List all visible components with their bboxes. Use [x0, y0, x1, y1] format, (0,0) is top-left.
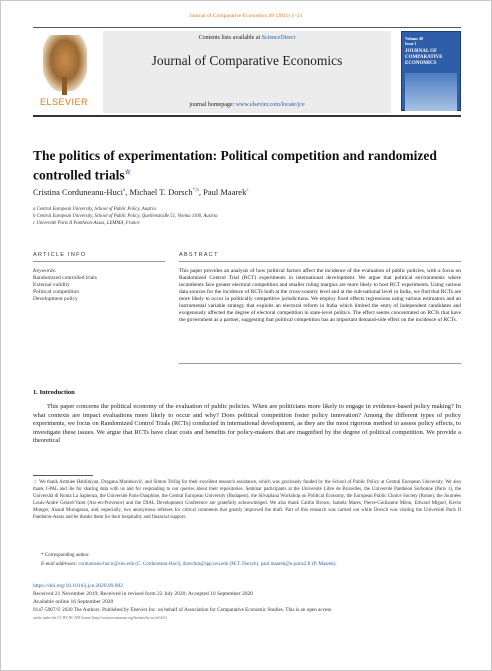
affiliation-item: b Central European University, School of Public Policy, Quellenstraße 51, Vienna 1100, Austria [33, 214, 218, 219]
contents-prefix: Contents lists available at [198, 35, 262, 41]
keyword-item: Randomized controlled trials [33, 275, 97, 281]
doi-link[interactable]: https://doi.org/10.1016/j.jce.2020.09.002 [33, 583, 124, 589]
email-addresses [41, 561, 461, 568]
masthead-top-rule [33, 27, 461, 28]
abstract-heading: ABSTRACT [179, 252, 219, 258]
abstract-bottom-rule [179, 363, 461, 364]
received-dates: Received 21 November 2019; Received in revised form 22 July 2020; Accepted 10 September 2020 [33, 591, 253, 597]
keyword-item: Development policy [33, 296, 78, 302]
abstract-text: This paper provides an analysis of how political factors affect the incidence of the evaluation of public policies, with a focus on Randomized Control Trial (RCT) experiments in international development. We argue that political environments where incumbents face greater electoral competition and smaller ruling margins are more likely to host RCT experiments. Using various data sources for the incidence of RCTs both at the cross-country level and at the sub-national level in India, we find that RCTs are more likely to occur in politically competitive jurisdictions. We employ fixed effects regressions using various estimators and an instrumental variable strategy that exploits an electoral reform in India which limited the entry of independent candidates and exogenously affected the degree of electoral competition in state-level politics. The effect seems concentrated on RCTs that have the government as a partner, suggesting that political competition has an important demand-side effect on the incidence of RCTs. [179, 268, 461, 323]
journal-title: Journal of Comparative Economics [151, 53, 343, 68]
acknowledgement-text: We thank Artmiee Habliniyan, Dragana Marinković, and Simon Trišlaj for their excellent research assistance, which was graciously funded by the School of Public Policy at Central European University. We also thank J-PAL and 3ie for sharing data with us and for responding to our queries about their repositories. Seminar participants at the Université Libre de Bruxelles, the Université Panthéon Sorbonne (Paris 1), the Università di Roma La Sapienza, the Université Paris-Dauphine, the Central European University (Budapest), the Silvaplana Workshop on Political Economy, the European Public Choice Society (Rome), the Journées Louis-André Gérard-Varet (Aix-en-Provence) and the DIAL Development Conference are gratefully acknowledged. We also thank Caitlin Brown, Isabela Mares, Pierre-Guillaume Méon, Edward Miguel, Kevin Munger, Anand Murugesan, and, especially, two anonymous referees for critical comments that greatly improved the draft. Part of this research was carried out while Dorsch was visiting the Université Paris II Panthéon-Assas and he thanks them for their hospitality and financial support. [33, 480, 461, 520]
cover-journal-name: JOURNAL OF COMPARATIVE ECONOMICS [405, 49, 443, 66]
footnote-star-mark: ☆ [33, 480, 38, 485]
author-name[interactable]: Cristina Corduneanu-Huci [33, 187, 123, 197]
email-label: E-mail addresses: [41, 562, 79, 567]
journal-cover-thumbnail[interactable] [401, 31, 461, 111]
journal-reference[interactable]: Journal of Comparative Economics 49 (2021) 1–21 [189, 13, 303, 19]
author-name[interactable]: Michael T. Dorsch [129, 187, 193, 197]
keywords-block [33, 268, 163, 303]
introduction-paragraph: This paper concerns the political economy of the evaluation of public policies. When are politicians more likely to engage in evidence-based policy making? In what contexts are impact evaluations more likely to occur and why? Does political competition foster policy innovation? Among the different types of policy experiments, we focus on Randomized Control Trials (RCTs) conducted in international development, as they are the most rigorous method to assess policy effects, to investigate these issues. We argue that RCTs have clear costs and benefits for policy-makers that are magnified by the degree of political competition. We provide a theoretical [33, 403, 461, 445]
affiliation-item: c Université Paris II Panthéon-Assas, LEMMA, France [33, 221, 140, 226]
masthead-center [103, 31, 391, 113]
article-info-rule [33, 261, 165, 262]
author-affil-mark[interactable]: *,b [192, 188, 199, 194]
elsevier-wordmark: ELSEVIER [39, 97, 89, 107]
contents-line [103, 35, 391, 41]
affiliation-item: a Central European University, School of Public Policy, Austria [33, 207, 156, 212]
copyright-notice: 0147-5967/© 2020 The Authors. Published by Elsevier Inc. on behalf of Association for Comparative Economic Studies. This is an open access [33, 607, 332, 613]
journal-homepage-line [103, 102, 391, 108]
keyword-item: External validity [33, 282, 70, 288]
article-title [33, 147, 453, 184]
elsevier-tree-trunk [62, 77, 67, 95]
article-title-text: The politics of experimentation: Political competition and randomized controlled trials [33, 148, 437, 183]
cover-issue: Issue 1 [405, 41, 417, 46]
abstract-rule [179, 261, 461, 262]
author-separator: , [125, 187, 130, 197]
footnote-rule [33, 475, 93, 476]
cover-volume: Volume 49 [405, 36, 423, 41]
sciencedirect-link[interactable]: ScienceDirect [261, 35, 296, 41]
section-heading-introduction: 1. Introduction [33, 389, 75, 396]
keyword-item: Political competition [33, 289, 79, 295]
email-links[interactable]: corduneanu-hucic@ceu.edu (C. Corduneanu-Huci), dorschm@spp.ceu.edu (M.T. Dorsch), paul.maarek@u-paris2.fr (P. Maarek). [78, 562, 337, 567]
author-affil-mark[interactable]: c [246, 188, 249, 194]
author-affil-mark[interactable]: a [122, 188, 126, 194]
cover-graphic [405, 73, 457, 111]
author-list [33, 187, 453, 197]
masthead-bottom-rule [33, 115, 461, 117]
author-separator: , [198, 187, 204, 197]
title-footnote-mark[interactable]: ☆ [124, 168, 131, 176]
info-abstract-header [33, 248, 461, 262]
article-info-heading: ARTICLE INFO [33, 252, 87, 258]
homepage-prefix: journal homepage: [189, 102, 236, 108]
journal-homepage-link[interactable]: www.elsevier.com/locate/jce [235, 102, 305, 108]
license-notice[interactable]: article under the CC BY-NC-ND license (http://creativecommons.org/licenses/by-nc-nd/4.0/). [33, 616, 168, 620]
corresponding-author-note: * Corresponding author. [41, 553, 90, 558]
author-name[interactable]: Paul Maarek [203, 187, 247, 197]
keywords-heading: Keywords: [33, 268, 57, 274]
elsevier-logo[interactable] [35, 33, 93, 113]
acknowledgement-footnote [33, 479, 461, 521]
online-date: Available online 16 September 2020 [33, 599, 114, 605]
affiliations [33, 206, 453, 227]
journal-masthead [33, 27, 461, 119]
